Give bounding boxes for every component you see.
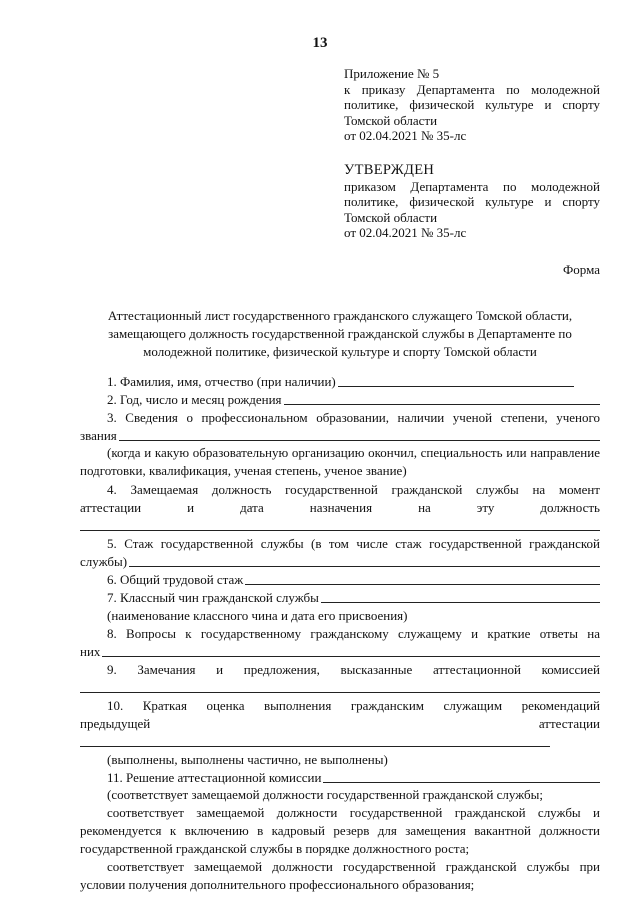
page-number: 13 bbox=[312, 35, 328, 51]
word: выполнения bbox=[264, 698, 332, 713]
field-questions-cont bbox=[80, 642, 600, 660]
blank-line[interactable] bbox=[323, 770, 600, 783]
appendix-block bbox=[344, 66, 600, 144]
word: гражданским bbox=[350, 698, 425, 713]
field-work-length bbox=[80, 570, 600, 588]
word: Замечания bbox=[137, 662, 196, 677]
word: Краткая bbox=[142, 698, 187, 713]
word: предыдущей bbox=[80, 716, 151, 731]
blank-line[interactable] bbox=[245, 572, 600, 585]
blank-line[interactable] bbox=[338, 374, 574, 387]
form-label: Форма bbox=[563, 262, 600, 277]
field-label: 1. Фамилия, имя, отчество (при наличии) bbox=[107, 374, 336, 389]
word: и bbox=[216, 662, 224, 677]
word: высказанные bbox=[340, 662, 413, 677]
field-questions bbox=[80, 624, 600, 642]
field-birth-date bbox=[80, 390, 600, 408]
word: аттестации bbox=[80, 500, 142, 515]
decision-option: (соответствует замещаемой должности государственной гражданской службы; bbox=[107, 787, 544, 802]
field-label: звания bbox=[80, 428, 117, 443]
field-label: 3. Сведения о профессиональном образовании, наличии ученой степени, ученого bbox=[107, 410, 600, 425]
blank-row bbox=[80, 678, 600, 696]
blank-row bbox=[80, 516, 600, 534]
field-class-rank bbox=[80, 588, 600, 606]
field-recommendations-cont bbox=[80, 714, 600, 732]
appendix-order-line: к приказу Департамента по молодежной bbox=[344, 81, 600, 97]
decision-option: соответствует замещаемой должности государственной гражданской службы при условии получения дополнительного профессионального образования; bbox=[80, 859, 600, 892]
word: дата bbox=[240, 500, 264, 515]
blank-line[interactable] bbox=[129, 554, 600, 567]
word: назначения bbox=[309, 500, 373, 515]
field-position-cont bbox=[80, 498, 600, 516]
education-note: (когда и какую образовательную организацию окончил, специальность или направление подготовки, квалификация, ученая степень, ученое звание) bbox=[80, 445, 600, 478]
appendix-dept-line: политике, физической культуре и спорту bbox=[344, 97, 600, 112]
blank-row bbox=[80, 732, 600, 750]
blank-line[interactable] bbox=[321, 590, 600, 603]
title-line: Аттестационный лист государственного гражданского служащего Томской области, bbox=[107, 308, 573, 323]
blank-line[interactable] bbox=[102, 644, 600, 657]
note-text: (наименование классного чина и дата его присвоения) bbox=[107, 608, 408, 623]
title-line: замещающего должность государственной гражданской службы в Департаменте по bbox=[108, 326, 572, 341]
field-label: 5. Стаж государственной службы (в том числе стаж государственной гражданской bbox=[107, 536, 600, 551]
field-label: 7. Классный чин гражданской службы bbox=[107, 590, 319, 605]
word: рекомендаций bbox=[521, 698, 600, 713]
field-label: них bbox=[80, 644, 101, 659]
approval-region-line: Томской области bbox=[344, 209, 438, 225]
approval-block bbox=[344, 163, 600, 241]
approval-dept-line: политике, физической культуре и спорту bbox=[344, 194, 600, 209]
field-education-cont bbox=[80, 426, 600, 444]
blank-line[interactable] bbox=[80, 680, 600, 693]
field-position bbox=[80, 480, 600, 498]
document-title bbox=[80, 307, 600, 361]
field-label: 4. Замещаемая должность государственной гражданской службы на момент bbox=[107, 482, 600, 497]
word: комиссией bbox=[541, 662, 600, 677]
approval-date-line: от 02.04.2021 № 35-лс bbox=[344, 225, 467, 240]
field-service-length bbox=[80, 534, 600, 552]
word: на bbox=[418, 500, 431, 515]
field-remarks bbox=[80, 660, 600, 678]
blank-line[interactable] bbox=[80, 734, 550, 747]
word: служащим bbox=[443, 698, 503, 713]
field-label: службы) bbox=[80, 554, 128, 569]
word: оценка bbox=[206, 698, 245, 713]
field-service-length-cont bbox=[80, 552, 600, 570]
appendix-number: Приложение № 5 bbox=[344, 66, 440, 81]
class-rank-note bbox=[80, 606, 600, 624]
blank-line[interactable] bbox=[284, 392, 600, 405]
title-line: молодежной политике, физической культуре и спорту Томской области bbox=[143, 344, 537, 359]
word: 10. bbox=[107, 698, 124, 713]
word: эту bbox=[476, 500, 495, 515]
form-body bbox=[80, 372, 600, 894]
word: предложения, bbox=[243, 662, 320, 677]
blank-line[interactable] bbox=[80, 518, 600, 531]
approval-order-line: приказом Департамента по молодежной bbox=[344, 178, 600, 194]
field-full-name bbox=[80, 372, 600, 390]
word: аттестации bbox=[538, 716, 600, 731]
field-commission-decision bbox=[80, 768, 600, 786]
field-label: 6. Общий трудовой стаж bbox=[107, 572, 244, 587]
decision-option: соответствует замещаемой должности государственной гражданской службы и рекомендуется к включению в кадровый резерв для замещения вакантной должности государственной гражданской службы в порядке должностного роста; bbox=[80, 805, 600, 856]
word: аттестационной bbox=[432, 662, 521, 677]
field-education bbox=[80, 408, 600, 426]
field-label: 11. Решение аттестационной комиссии bbox=[107, 770, 322, 785]
approval-heading: УТВЕРЖДЕН bbox=[344, 162, 435, 178]
blank-line[interactable] bbox=[119, 428, 600, 441]
note-text: (выполнены, выполнены частично, не выполнены) bbox=[107, 752, 388, 767]
appendix-region-line: Томской области bbox=[344, 112, 438, 128]
appendix-date-line: от 02.04.2021 № 35-лс bbox=[344, 128, 467, 143]
word: должность bbox=[540, 500, 600, 515]
recommendations-note bbox=[80, 750, 600, 768]
word: 9. bbox=[107, 662, 117, 677]
field-recommendations bbox=[80, 696, 600, 714]
field-label: 2. Год, число и месяц рождения bbox=[107, 392, 282, 407]
word: и bbox=[187, 500, 195, 515]
field-label: 8. Вопросы к государственному гражданскому служащему и краткие ответы на bbox=[107, 626, 600, 641]
